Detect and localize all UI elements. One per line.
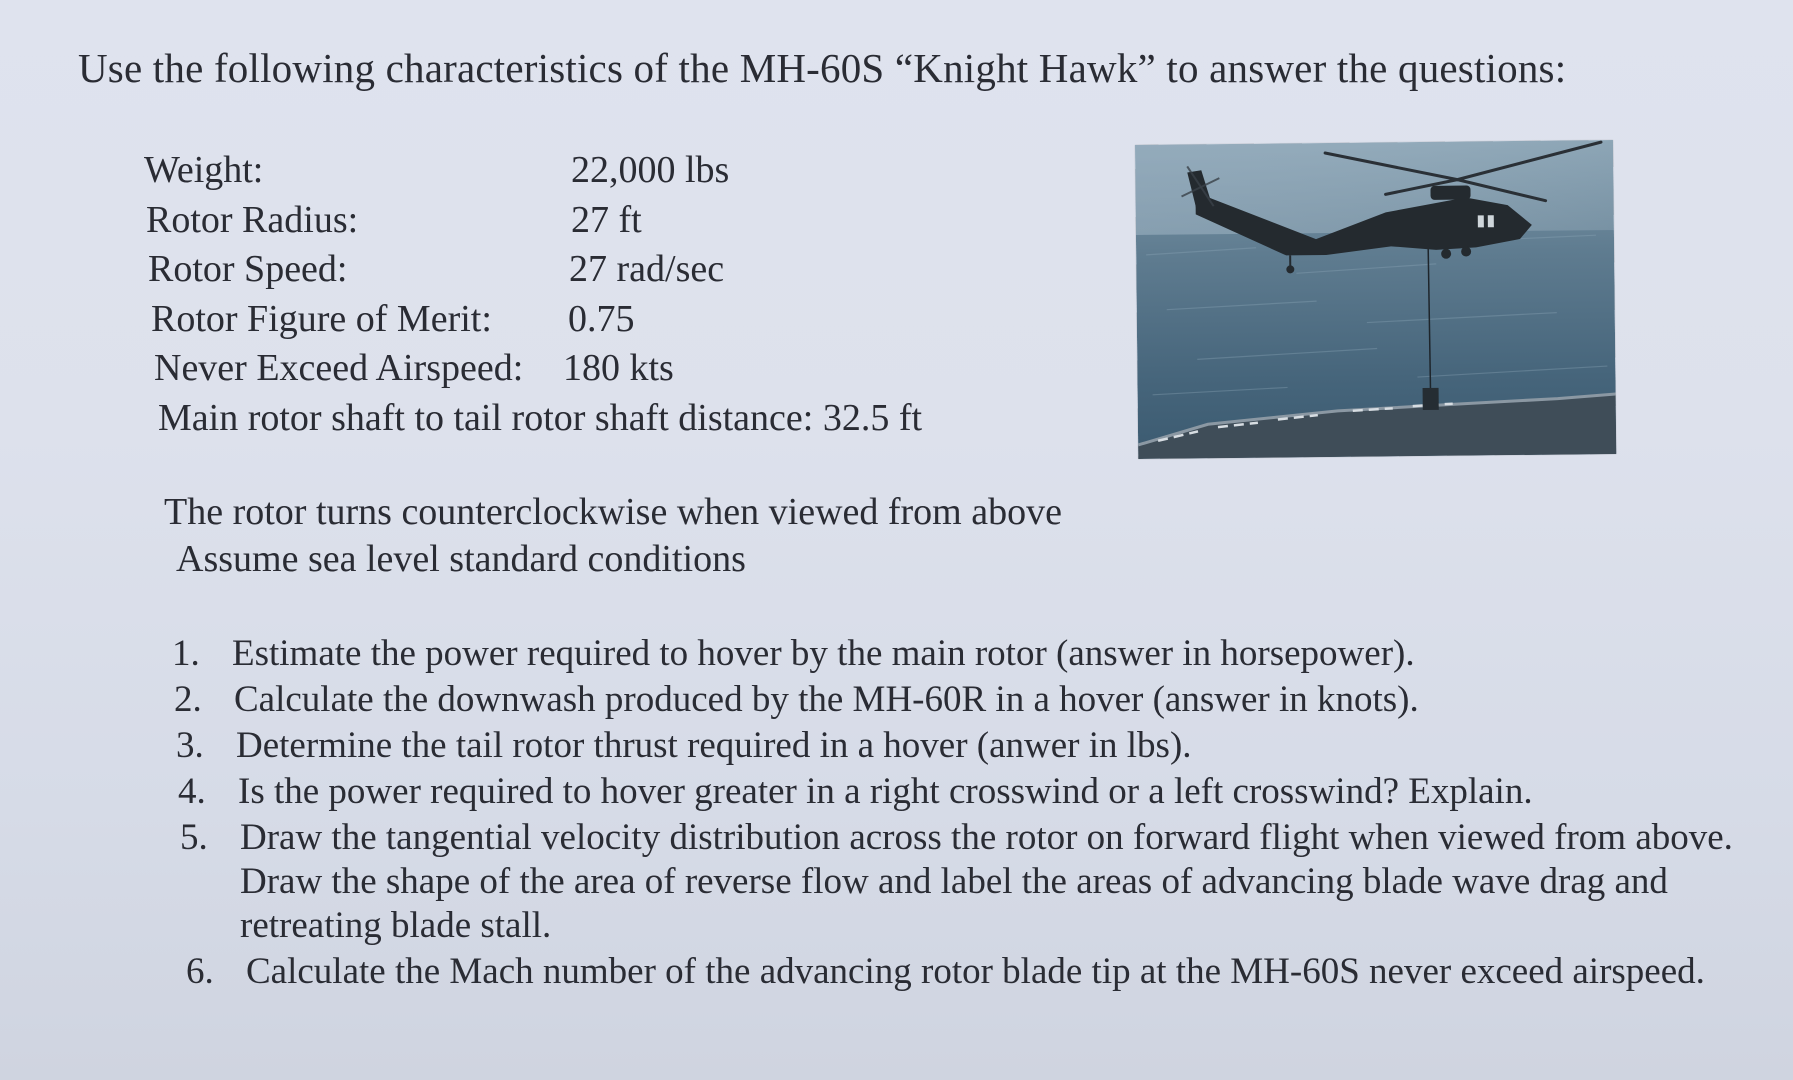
question-text: Calculate the Mach number of the advancing rotor blade tip at the MH-60S never exceed airspeed. xyxy=(246,951,1705,992)
spec-label: Rotor Radius: xyxy=(146,198,359,241)
question-number: 4. xyxy=(178,771,206,812)
spec-row-rotor-speed xyxy=(144,247,984,297)
question-text: Calculate the downwash produced by the MH-60R in a hover (answer in knots). xyxy=(234,679,1419,720)
helicopter-photo xyxy=(1135,140,1616,459)
notes xyxy=(164,490,1062,584)
question-text: Determine the tail rotor thrust required in a hover (anwer in lbs). xyxy=(236,725,1192,766)
rotation-note: The rotor turns counterclockwise when viewed from above xyxy=(164,491,1062,533)
question-item xyxy=(186,950,1716,994)
spec-value: 22,000 lbs xyxy=(571,149,730,191)
question-item xyxy=(172,632,1712,676)
question-number: 2. xyxy=(174,679,202,720)
question-text: Draw the tangential velocity distribution across the rotor on forward flight when viewed from above. Draw the shape of the area of reverse flow and label the areas of advancing blade wave drag and retreating blade stall. xyxy=(240,817,1733,946)
spec-label: Never Exceed Airspeed: xyxy=(154,347,524,389)
spec-value: 27 ft xyxy=(571,198,642,241)
spec-label: Rotor Speed: xyxy=(148,248,348,290)
spec-label: Rotor Figure of Merit: xyxy=(151,297,492,340)
spec-value: 27 rad/sec xyxy=(569,248,725,290)
question-number: 5. xyxy=(180,817,208,858)
spec-label: Weight: xyxy=(144,149,264,191)
spec-row-never-exceed xyxy=(144,346,984,396)
question-number: 3. xyxy=(176,725,204,766)
question-text: Is the power required to hover greater in a right crosswind or a left crosswind? Explain. xyxy=(238,771,1533,812)
spec-distance: Main rotor shaft to tail rotor shaft distance: 32.5 ft xyxy=(158,396,923,439)
question-item xyxy=(174,678,1714,722)
question-item xyxy=(176,724,1716,768)
question-text: Estimate the power required to hover by the main rotor (answer in horsepower). xyxy=(232,633,1415,674)
spec-list xyxy=(144,148,984,445)
spec-row-weight xyxy=(144,148,984,198)
question-number: 6. xyxy=(186,951,214,992)
question-number: 1. xyxy=(172,633,200,674)
spec-value: 180 kts xyxy=(563,347,674,389)
question-item xyxy=(180,816,1740,948)
spec-row-figure-of-merit xyxy=(144,297,984,347)
spec-row-shaft-distance xyxy=(144,396,984,446)
conditions-note: Assume sea level standard conditions xyxy=(176,538,746,580)
heading: Use the following characteristics of the MH-60S “Knight Hawk” to answer the questions: xyxy=(78,45,1567,91)
question-item xyxy=(178,770,1718,814)
spec-value: 0.75 xyxy=(568,297,635,340)
spec-row-rotor-radius xyxy=(144,198,984,248)
question-list xyxy=(172,632,1733,996)
